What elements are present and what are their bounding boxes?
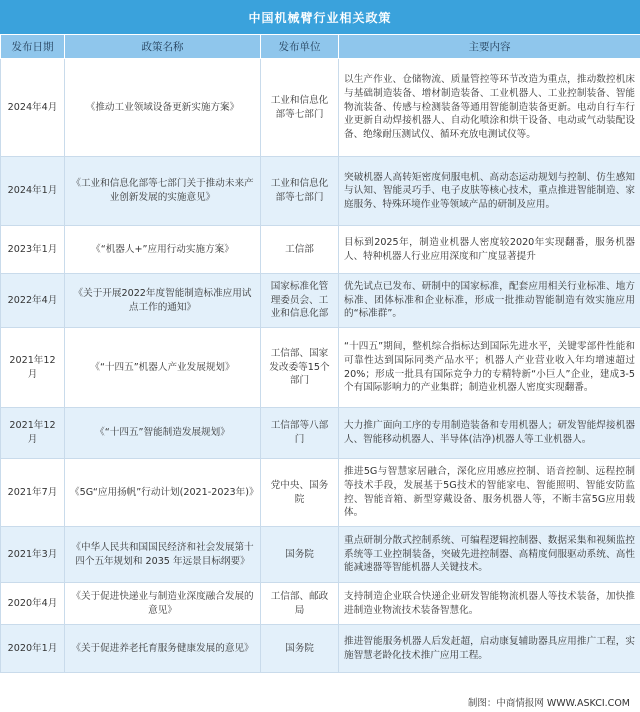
cell-content: “十四五”期间，整机综合指标达到国际先进水平，关键零部件性能和可靠性达到国际同类产品水平；机器人产业营业收入年均增速超过20%；形成一批具有国际竞争力的专精特新“小巨人”企业，建成3-5个有国际影响力的产业集群；制造业机器人密度实现翻番。 <box>339 328 640 408</box>
cell-issuer: 国家标准化管理委员会、工业和信息化部 <box>261 274 339 328</box>
table-row <box>1 459 640 527</box>
header-policy-name: 政策名称 <box>65 35 261 59</box>
cell-policy-name: 《关于促进养老托育服务健康发展的意见》 <box>65 625 261 673</box>
header-issuer: 发布单位 <box>261 35 339 59</box>
cell-policy-name: 《中华人民共和国国民经济和社会发展第十四个五年规划和 2035 年远景目标纲要》 <box>65 527 261 583</box>
cell-issuer: 工信部 <box>261 226 339 274</box>
cell-content: 推进5G与智慧家居融合，深化应用感应控制、语音控制、远程控制等技术手段，发展基于5G技术的智能家电、智能照明、智能安防监控、智能音箱、新型穿戴设备、服务机器人等，不断丰富5G应用载体。 <box>339 459 640 527</box>
table-row <box>1 157 640 226</box>
cell-content: 大力推广面向工序的专用制造装备和专用机器人；研发智能焊接机器人、智能移动机器人、半导体(洁净)机器人等工业机器人。 <box>339 408 640 459</box>
cell-content: 重点研制分散式控制系统、可编程逻辑控制器、数据采集和视频监控系统等工业控制装备，突破先进控制器、高精度伺服驱动系统、高性能减速器等智能机器人关键技术。 <box>339 527 640 583</box>
header-content: 主要内容 <box>339 35 640 59</box>
table-row <box>1 274 640 328</box>
cell-content: 推进智能服务机器人后发赶超，启动康复辅助器具应用推广工程，实施智慧老龄化技术推广应用工程。 <box>339 625 640 673</box>
cell-content: 目标到2025年，制造业机器人密度较2020年实现翻番，服务机器人、特种机器人行业应用深度和广度显著提升 <box>339 226 640 274</box>
cell-issuer: 国务院 <box>261 625 339 673</box>
cell-issuer: 工业和信息化部等七部门 <box>261 59 339 157</box>
table-row <box>1 226 640 274</box>
cell-date: 2020年1月 <box>1 625 65 673</box>
header-row <box>1 35 640 59</box>
policy-table <box>0 34 640 673</box>
cell-policy-name: 《“十四五”机器人产业发展规划》 <box>65 328 261 408</box>
cell-issuer: 工业和信息化部等七部门 <box>261 157 339 226</box>
table-row <box>1 59 640 157</box>
cell-content: 优先试点已发布、研制中的国家标准，配套应用相关行业标准、地方标准、团体标准和企业标准，形成一批推动智能制造有效实施应用的“标准群”。 <box>339 274 640 328</box>
cell-date: 2021年12月 <box>1 408 65 459</box>
cell-issuer: 工信部、邮政局 <box>261 583 339 625</box>
cell-issuer: 工信部等八部门 <box>261 408 339 459</box>
table-body <box>1 59 640 673</box>
table-row <box>1 408 640 459</box>
cell-policy-name: 《关于促进快递业与制造业深度融合发展的意见》 <box>65 583 261 625</box>
cell-date: 2023年1月 <box>1 226 65 274</box>
cell-date: 2024年1月 <box>1 157 65 226</box>
cell-content: 支持制造企业联合快递企业研发智能物流机器人等技术装备，加快推进制造业物流技术装备智慧化。 <box>339 583 640 625</box>
cell-policy-name: 《5G“应用扬帆”行动计划(2021-2023年)》 <box>65 459 261 527</box>
cell-issuer: 工信部、国家发改委等15个部门 <box>261 328 339 408</box>
cell-issuer: 国务院 <box>261 527 339 583</box>
cell-content: 突破机器人高转矩密度伺服电机、高动态运动规划与控制、仿生感知与认知、智能灵巧手、电子皮肤等核心技术，重点推进智能制造、家庭服务、特殊环境作业等领域产品的研制及应用。 <box>339 157 640 226</box>
table-row <box>1 583 640 625</box>
cell-issuer: 党中央、国务院 <box>261 459 339 527</box>
cell-policy-name: 《关于开展2022年度智能制造标准应用试点工作的通知》 <box>65 274 261 328</box>
table-row <box>1 328 640 408</box>
header-date: 发布日期 <box>1 35 65 59</box>
cell-policy-name: 《“十四五”智能制造发展规划》 <box>65 408 261 459</box>
table-title: 中国机械臂行业相关政策 <box>0 0 640 34</box>
cell-date: 2021年7月 <box>1 459 65 527</box>
cell-policy-name: 《推动工业领域设备更新实施方案》 <box>65 59 261 157</box>
table-row <box>1 527 640 583</box>
cell-date: 2021年3月 <box>1 527 65 583</box>
cell-content: 以生产作业、仓储物流、质量管控等环节改造为重点，推动数控机床与基础制造装备、增材制造装备、工业机器人、工业控制装备、智能物流装备、传感与检测装备等通用智能制造装备更新。电动自行车行业更新自动焊接机器人、自动化喷涂和烘干设备、电动或气动装配设备、绝缘耐压测试仪、循环充放电测试仪等。 <box>339 59 640 157</box>
cell-date: 2022年4月 <box>1 274 65 328</box>
cell-date: 2021年12月 <box>1 328 65 408</box>
cell-date: 2024年4月 <box>1 59 65 157</box>
cell-policy-name: 《工业和信息化部等七部门关于推动未来产业创新发展的实施意见》 <box>65 157 261 226</box>
cell-policy-name: 《“机器人+”应用行动实施方案》 <box>65 226 261 274</box>
cell-date: 2020年4月 <box>1 583 65 625</box>
table-row <box>1 625 640 673</box>
source-credit: 制图：中商情报网 WWW.ASKCI.COM <box>467 698 630 709</box>
